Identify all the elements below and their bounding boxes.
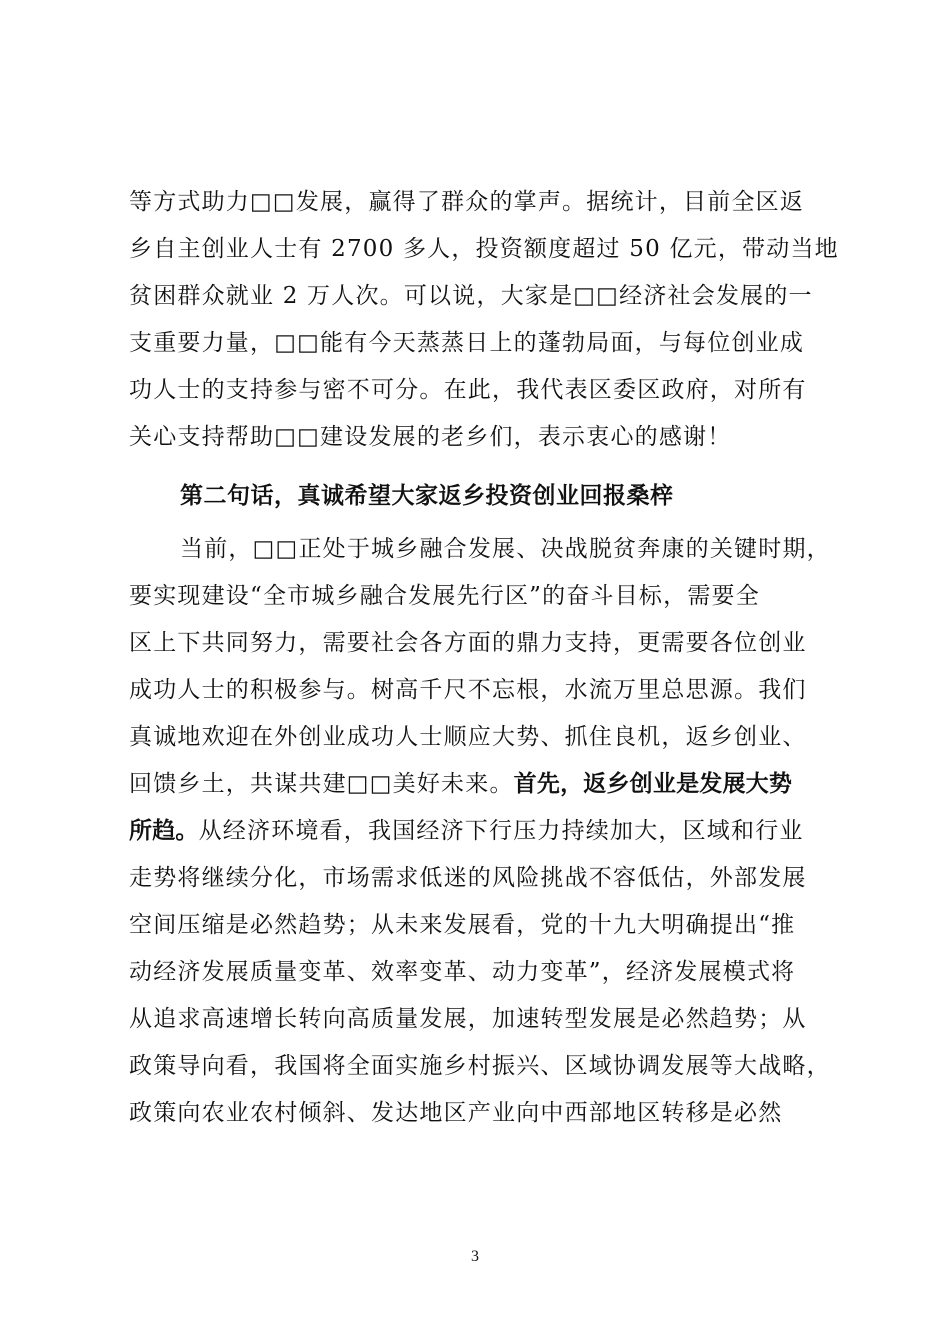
paragraph-line-mixed xyxy=(129,814,829,848)
plain-text: 回馈乡土，共谋共建□□美好未来。 xyxy=(129,771,514,797)
paragraph-line: 区上下共同努力，需要社会各方面的鼎力支持，更需要各位创业 xyxy=(129,630,807,656)
paragraph-line: 关心支持帮助□□建设发展的老乡们，表示衷心的感谢！ xyxy=(129,424,732,450)
paragraph-line: 走势将继续分化，市场需求低迷的风险挑战不容低估，外部发展 xyxy=(129,865,807,891)
paragraph-line: 支重要力量，□□能有今天蒸蒸日上的蓬勃局面，与每位创业成 xyxy=(129,330,805,356)
paragraph-line: 从追求高速增长转向高质量发展，加速转型发展是必然趋势；从 xyxy=(129,1006,807,1032)
paragraph-line: 成功人士的积极参与。树高千尺不忘根，水流万里总思源。我们 xyxy=(129,677,807,703)
paragraph-line: 政策导向看，我国将全面实施乡村振兴、区域协调发展等大战略， xyxy=(129,1053,831,1079)
bold-emphasis: 首先，返乡创业是发展大势 xyxy=(513,771,793,797)
plain-text: 从经济环境看，我国经济下行压力持续加大，区域和行业 xyxy=(198,818,804,844)
paragraph-line: 乡自主创业人士有 2700 多人，投资额度超过 50 亿元，带动当地 xyxy=(129,236,839,262)
paragraph-line: 政策向农业农村倾斜、发达地区产业向中西部地区转移是必然 xyxy=(129,1100,783,1126)
paragraph-line: 要实现建设“全市城乡融合发展先行区”的奋斗目标，需要全 xyxy=(129,583,760,609)
paragraph-line: 功人士的支持参与密不可分。在此，我代表区委区政府，对所有 xyxy=(129,377,807,403)
paragraph-line: 当前，□□正处于城乡融合发展、决战脱贫奔康的关键时期， xyxy=(180,536,831,562)
paragraph-line: 等方式助力□□发展，赢得了群众的掌声。据统计，目前全区返 xyxy=(129,189,805,215)
section-heading: 第二句话，真诚希望大家返乡投资创业回报桑梓 xyxy=(180,483,674,509)
paragraph-line: 真诚地欢迎在外创业成功人士顺应大势、抓住良机，返乡创业、 xyxy=(129,724,807,750)
paragraph-line-mixed xyxy=(129,767,829,801)
paragraph-line: 空间压缩是必然趋势；从未来发展看，党的十九大明确提出“推 xyxy=(129,912,796,938)
bold-emphasis: 所趋。 xyxy=(129,818,199,844)
paragraph-line: 贫困群众就业 2 万人次。可以说，大家是□□经济社会发展的一 xyxy=(129,283,813,309)
page-number: 3 xyxy=(471,1248,479,1265)
paragraph-line: 动经济发展质量变革、效率变革、动力变革”，经济发展模式将 xyxy=(129,959,796,985)
